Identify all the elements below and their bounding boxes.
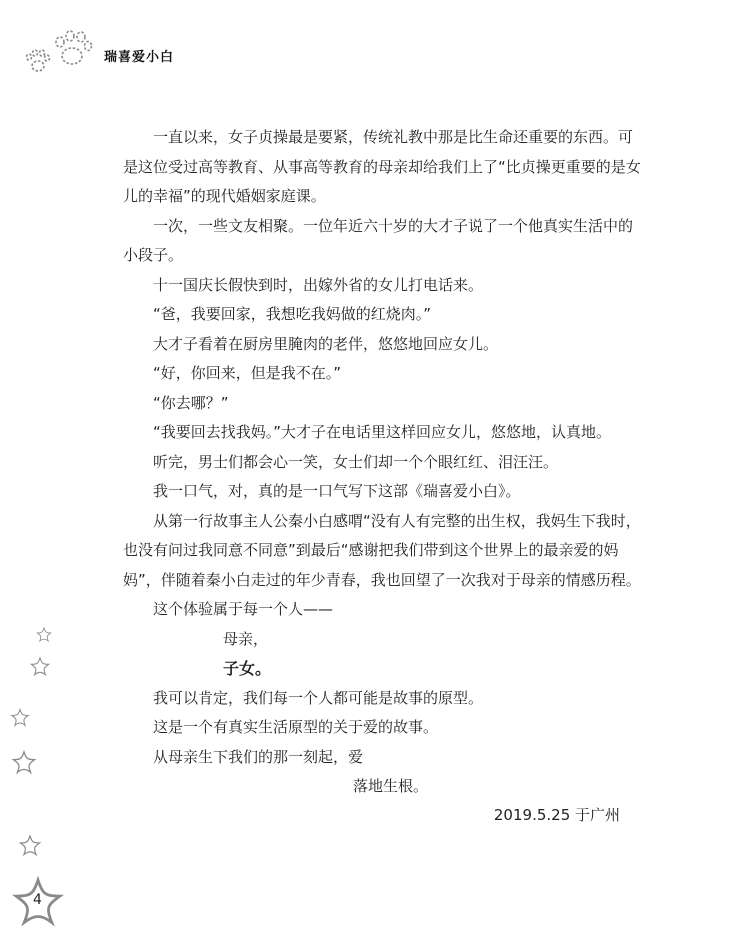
paragraph-9: 听完，男士们都会心一笑，女士们却一个个眼红红、泪汪汪。 bbox=[153, 452, 559, 471]
paragraph-5: 大才子看着在厨房里腌肉的老伴，悠悠地回应女儿。 bbox=[153, 334, 499, 353]
line-mother: 母亲， bbox=[223, 629, 269, 648]
paragraph-6: “好，你回来，但是我不在。” bbox=[153, 364, 342, 382]
paragraph-7: “你去哪？” bbox=[153, 393, 229, 412]
signature-date-place: 2019.5.25 于广州 bbox=[493, 806, 620, 824]
paragraph-1: 一直以来，女子贞操最是要紧，传统礼教中那是比生命还重要的东西。可是这位受过高等教育、从事高等教育的母亲却给我们上了“比贞操更重要的是女儿的幸福”的现代婚姻家庭课。 bbox=[123, 128, 641, 205]
paragraph-13: 我可以肯定，我们每一个人都可能是故事的原型。 bbox=[153, 688, 484, 707]
paragraph-2: 一次，一些文友相聚。一位年近六十岁的大才子说了一个他真实生活中的小段子。 bbox=[123, 216, 634, 264]
paragraph-12: 这个体验属于每一个人—— bbox=[153, 600, 334, 618]
paragraph-15: 从母亲生下我们的那一刻起，爱 bbox=[153, 747, 364, 766]
paragraph-11: 从第一行故事主人公秦小白感喟“没有人有完整的出生权，我妈生下我时，也没有问过我同意不同意”到最后“感谢把我们带到这个世界上的最亲爱的妈妈”，伴随着秦小白走过的年少青春，我也回望了一次我对于母亲的情感历程。 bbox=[123, 511, 641, 589]
paragraph-16: 落地生根。 bbox=[353, 777, 429, 795]
book-title: 瑞喜爱小白 bbox=[104, 50, 175, 65]
paragraph-10: 我一口气，对，真的是一口气写下这部《瑞喜爱小白》。 bbox=[153, 482, 521, 500]
page-number: 4 bbox=[33, 892, 42, 908]
paragraph-4: “爸，我要回家，我想吃我妈做的红烧肉。” bbox=[153, 305, 432, 323]
paragraph-3: 十一国庆长假快到时，出嫁外省的女儿打电话来。 bbox=[153, 275, 484, 294]
paragraph-8: “我要回去找我妈。”大才子在电话里这样回应女儿，悠悠地，认真地。 bbox=[153, 423, 612, 441]
paw-prints-icon bbox=[24, 30, 94, 76]
line-child: 子女。 bbox=[223, 659, 272, 678]
body-text bbox=[123, 123, 643, 802]
star-decoration-icon bbox=[0, 610, 90, 951]
page-header bbox=[0, 0, 730, 90]
paragraph-14: 这是一个有真实生活原型的关于爱的故事。 bbox=[153, 718, 439, 736]
